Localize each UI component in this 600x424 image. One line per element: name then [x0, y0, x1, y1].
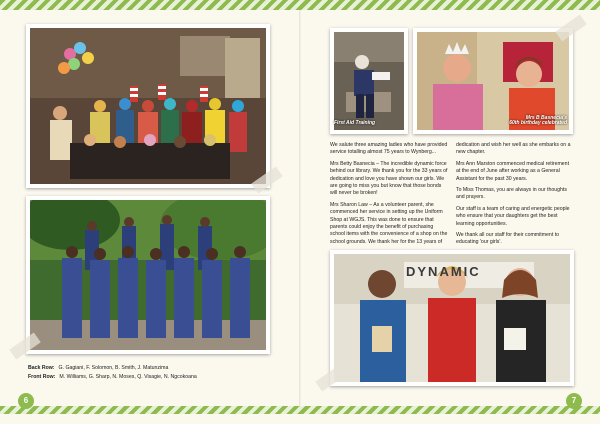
- article-paragraph: Mrs Ann Marston commenced medical retirement at the end of June after working as a General Assistant for the past 30 years.: [456, 160, 570, 182]
- staff-names: [28, 364, 197, 382]
- first-aid-photo: [330, 28, 408, 134]
- birthday-caption: [509, 116, 567, 126]
- article-paragraph: We salute three amazing ladies who have provided service totalling almost 75 years to Wynberg...: [330, 142, 448, 156]
- article-column-1: [330, 142, 448, 250]
- birthday-caption-line-2: 60th birthday celebrated: [509, 120, 567, 126]
- page-number-right: 7: [566, 393, 582, 409]
- top-decorative-border: [0, 0, 600, 10]
- plaque-text: DYNAMIC: [406, 264, 481, 279]
- article-column-2: [456, 142, 574, 251]
- article-paragraph: Our staff is a team of caring and energetic people who ensure that your daughters get the best learning opportunities.: [456, 205, 570, 227]
- three-ladies-photo: [330, 250, 574, 386]
- back-row-names: G. Gagiani, F. Solomon, B. Smith, J. Matunzima: [58, 365, 169, 371]
- page-spine: [299, 10, 301, 406]
- first-aid-caption: First Aid Training: [334, 120, 376, 126]
- costume-party-photo: [26, 24, 270, 188]
- front-row-label: Front Row:: [28, 374, 56, 380]
- staff-group-photo: [26, 196, 270, 354]
- page-number-left: 6: [18, 393, 34, 409]
- back-row-label: Back Row:: [28, 365, 55, 371]
- article-paragraph: Mrs Sharon Law – As a volunteer parent, she commenced her service in setting up the Uniform Shop at WGJS. This was done to ensure that parents could enjoy the benefit of purchasing school items with the convenience of a shop on the school grounds. We thank her for the 13 years of: [330, 201, 448, 245]
- article-paragraph: Mrs Betty Basnecia – The incredible dynamic force behind our library. We thank you for the 33 years of dedication and love you have shown our girls. We are going to miss you but know that those bonds will never be broken!: [330, 160, 448, 197]
- birthday-photo: [413, 28, 573, 134]
- bottom-decorative-border: [0, 406, 600, 414]
- front-row-names: M. Williams, G. Sharp, N. Moses, Q. Visagie, N. Ngcokoana: [59, 374, 197, 380]
- article-paragraph: To Miss Thomas, you are always in our thoughts and prayers.: [456, 187, 567, 201]
- birthday-caption-line-1: Mrs B Basnecia's: [525, 115, 567, 121]
- article-paragraph: We thank all our staff for their commitment to educating 'our girls'.: [456, 232, 560, 246]
- article-paragraph: dedication and wish her well as she embarks on a new chapter.: [456, 142, 571, 156]
